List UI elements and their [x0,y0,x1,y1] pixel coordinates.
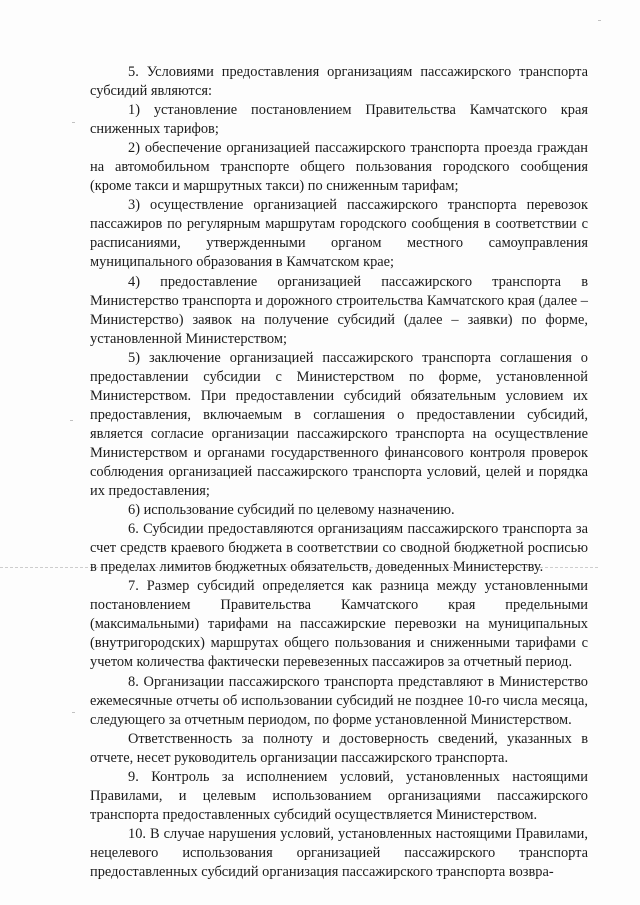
paragraph-5-5: 5) заключение организацией пассажирского транспорта соглашения о предоставлении субсидии с Министерством по форме, установленной Министерством. При предоставлении субсидий обязательным условием их предоставления, включаемым в соглашения о предоставлении субсидий, является согласие организации пассажирского транспорта на осуществление Министерством и органами государственного финансового контроля проверок соблюдения организацией пассажирского транспорта условий, целей и порядка их предоставления; [90,349,588,500]
paragraph-5-2: 2) обеспечение организацией пассажирского транспорта проезда граждан на автомобильном транспорте общего пользования городского сообщения (кроме такси и маршрутных такси) по сниженным тарифам; [90,140,588,195]
paragraph-8-responsibility: Ответственность за полноту и достоверность сведений, указанных в отчете, несет руководитель организации пассажирского транспорта. [90,730,588,766]
scan-speck [70,420,73,421]
paragraph-10: 10. В случае нарушения условий, установленных настоящими Правилами, нецелевого использования организацией пассажирского транспорта предоставленных субсидий организация пассажирского транспорта возвра- [90,825,588,880]
paragraph-5-3: 3) осуществление организацией пассажирского транспорта перевозок пассажиров по регулярным маршрутам городского сообщения в соответствии с расписаниями, утвержденными органом местного самоуправления муниципального образования в Камчатском крае; [90,197,588,271]
scan-speck [598,20,601,21]
document-body [90,63,588,882]
scan-speck [72,122,75,123]
paragraph-8: 8. Организации пассажирского транспорта представляют в Министерство ежемесячные отчеты об использовании субсидий не позднее 10-го числа месяца, следующего за отчетным периодом, по форме установленной Министерством. [90,673,588,728]
paragraph-5-1: 1) установление постановлением Правительства Камчатского края сниженных тарифов; [90,102,588,138]
paragraph-6: 6. Субсидии предоставляются организациям пассажирского транспорта за счет средств краевого бюджета в соответствии со сводной бюджетной росписью в пределах лимитов бюджетных обязательств, доведенных Министерству. [90,521,588,576]
paragraph-5-4: 4) предоставление организацией пассажирского транспорта в Министерство транспорта и дорожного строительства Камчатского края (далее – Министерство) заявок на получение субсидий (далее – заявки) по форме, установленной Министерством; [90,273,588,347]
paragraph-5-6: 6) использование субсидий по целевому назначению. [128,502,455,519]
paragraph-7: 7. Размер субсидий определяется как разница между установленными постановлением Правительства Камчатского края предельными (максимальными) тарифами на пассажирские перевозки на муниципальных (внутригородских) маршрутах общего пользования и сниженными тарифами с учетом количества фактически перевезенных пассажиров за отчетный период. [90,578,588,671]
paragraph-5: 5. Условиями предоставления организациям пассажирского транспорта субсидий являются: [90,64,588,100]
paragraph-9: 9. Контроль за исполнением условий, установленных настоящими Правилами, и целевым использованием организациями пассажирского транспорта предоставленных субсидий осуществляется Министерством. [90,768,588,823]
scan-speck [72,712,75,713]
